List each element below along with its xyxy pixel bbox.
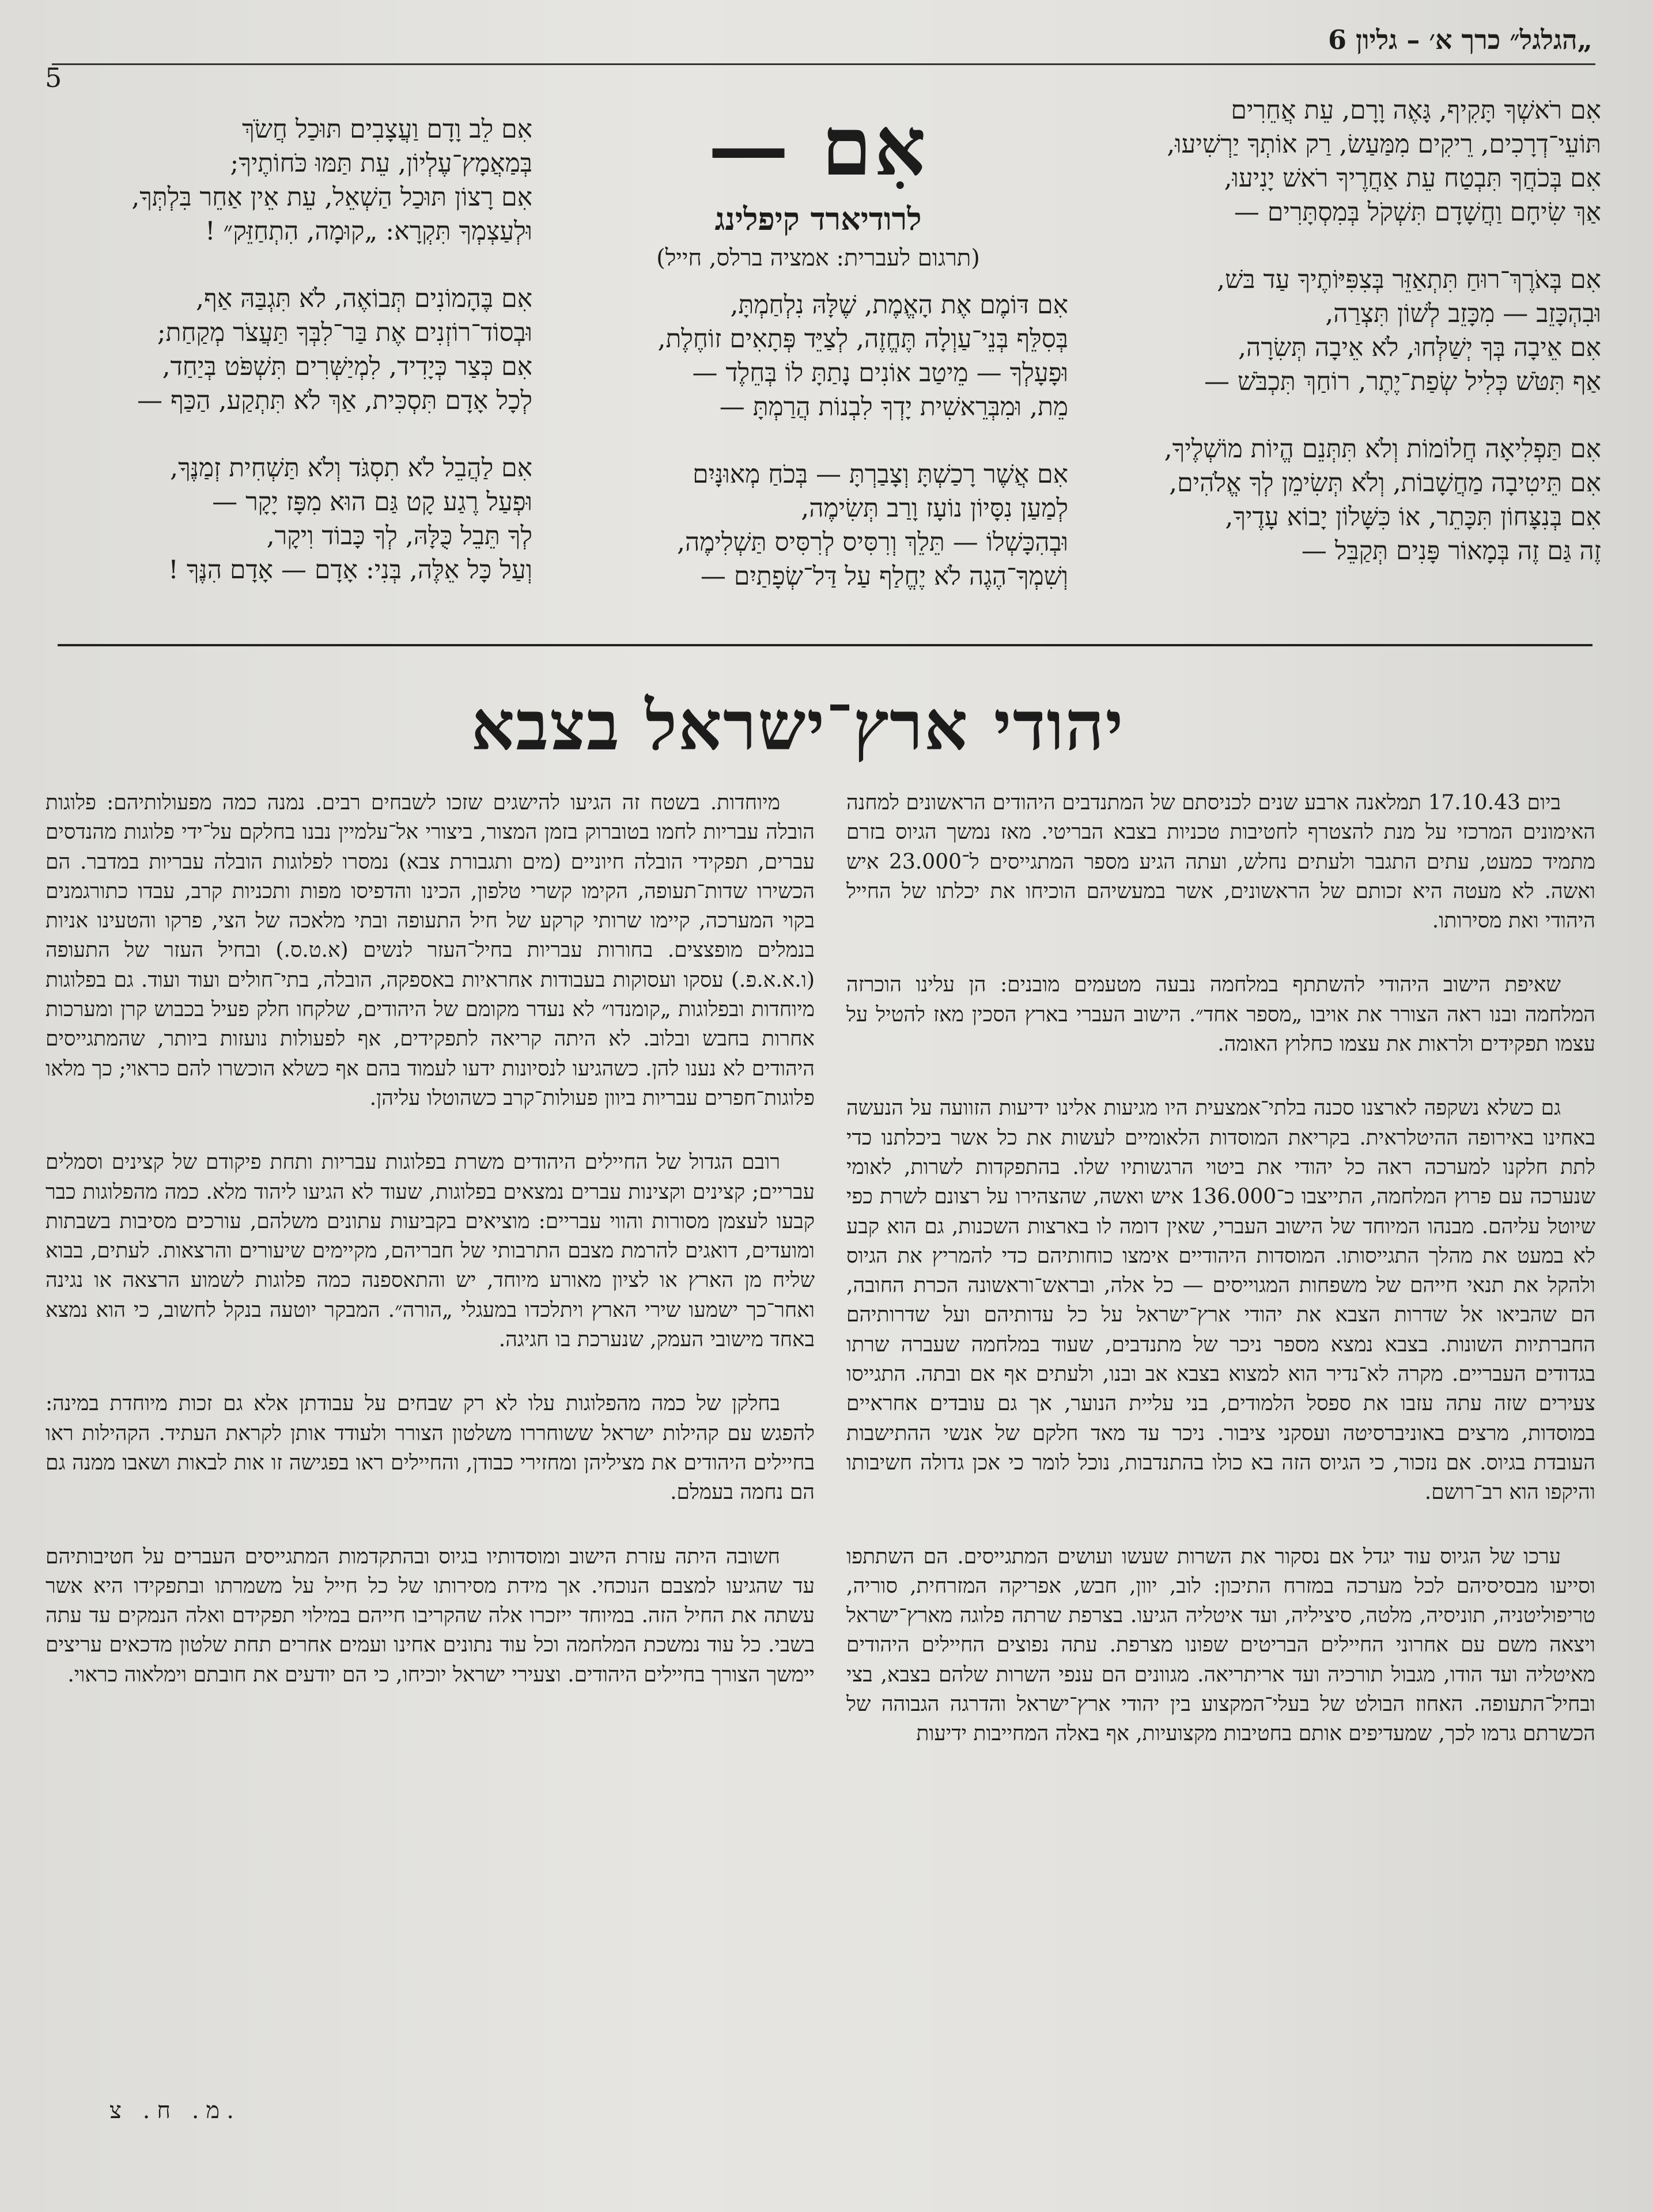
poem-line: אִם כְּצַר כְּיָדִיד, לִמְיַשְּׁרִים תִּשְׁפֹּט בְּיַחַד, (162, 352, 532, 381)
article-paragraph: חשובה היתה עזרת הישוב ומוסדותיו בגיוס ובהתקדמות המתגייסים העברים על חטיבותיהם עד שהגיעו למצבם הנוכחי. אך מידת מסירותו של כל חייל על משמרתו ובתפקידו היא אשר עשתה את החיל הזה. במיוחד ייזכרו אלה שהקריבו חייהם במילוי תפקידם ואלה הנמקים עד עתה בשבי. כל עוד נמשכת המלחמה וכל עוד נתונים אחינו ועמים אחרים תחת שלטון מדכאים עריצים יימשך הצורך בחיילים היהודים. וצעירי ישראל יוכיחו, כי הם יודעים את חובתם וימלאוה כראוי. (46, 1544, 815, 1687)
poem-author: לרודיארד קיפלינג (714, 200, 922, 237)
poem-column-right (1100, 93, 1601, 601)
poem-line: אִם רָצוֹן תּוּכַל הַשְׁאֵל, עֵת אֵין אַחֵר בִּלְתְּךָ, (131, 183, 532, 212)
poem-line: אִם אֲשֶׁר רָכַשְׁתָּ וְצָבַרְתָּ — בְּכֹחַ מְאוּנָּיִם (693, 460, 1068, 489)
poem-stanza (578, 288, 1068, 424)
article-column-right (846, 788, 1595, 1783)
section-divider (58, 644, 1593, 646)
poem-line: מֵת, וּמִבְּרֵאשִׁית יָדְךָ לִבְנוֹת הֲרַמְתָּ — (719, 392, 1068, 422)
poem-line: וְעַל כָּל אֵלֶּה, בְּנִי: אָדָם — אָדָם הִנֶּךָ ! (168, 555, 532, 585)
poem-line: אִם בְּאֹרֶךְ־רוּחַ תִּתְאַזֵּר בְּצִפִּיּוֹתֶיךָ עַד בּשׁ, (1217, 265, 1601, 294)
poem-line: בְּסִלֵּף בְּנֵי־עַוְלָה תֶּחֱזֶה, לְצַיֵּד פְּתָאִים זוֹחֶלֶת, (657, 324, 1068, 354)
poem-line: וּלְעַצְמְךָ תִּקְרָא: „קוּמָה, הִתְחַזֵּק״ ! (205, 217, 532, 246)
article-paragraph: מיוחדות. בשטח זה הגיעו להישגים שזכו לשבחים רבים. נמנה כמה מפעולותיהם: פלוגות הובלה עבריות לחמו בטוברוק בזמן המצור, ביצורי אל־עלמיין נבנו בחלקם על־ידי פלוגות מהנדסים עברים, תפקידי הובלה חיוניים (מים ותגבורת צבא) נמסרו לפלוגות הובלה עבריות במדבר. הם הכשירו שדות־תעופה, הקימו קשרי טלפון, הכינו והדפיסו מפות ותכניות קרב, עבדו כתורגמנים בקוי המערכה, קיימו שרותי קרקע של חיל התעופה ובתי מלאכה של הצי, פרקו והטעינו אניות בנמלים מופצצים. בחורות עבריות בחיל־העזר לנשים (א.ט.ס.) ובחיל העזר של התעופה (ו.א.א.פ.) עסקו ועסוקות בעבודות אחראיות באספקה, הובלה, בתי־חולים ועוד ועוד. גם בפלוגות מיוחדות ובפלוגות „קומנדו״ לא נעדר מקומם של היהודים, שלקחו חלק פעיל בכבוש קרן ומערכות אחרות בחבש ובלוב. לא היתה קריאה לתפקידים, אף לפעולות נועזות ביותר, שהמתגייסים היהודים לא נענו להן. כשהגיעו לנסיונות ידעו לעמוד בהם אף כשלא הוכשרו להם כראוי; כך מלאו פלוגות־חפרים עבריות ביוון פעולות־קרב כשהוטלו עליהן. (46, 791, 815, 1110)
poem-stanza (1100, 263, 1601, 399)
poem-column-left (43, 112, 532, 620)
article-paragraph: ערכו של הגיוס עוד יגדל אם נסקור את השרות שעשו ועושים המתגייסים. הם השתתפו וסייעו מבסיסיהם לכל מערכה במזרח התיכון: לוב, יוון, חבש, אפריקה המזרחית, סוריה, טריפוליטניה, תוניסיה, מלטה, סיציליה, ועד איטליה הגיעו. בצרפת שרתה פלוגה מארץ־ישראל ויצאה משם עם אחרוני החיילים הבריטים שפונו מצרפת. עתה נפוצים החיילים היהודים מאיטליה ועד הודו, מגבול תורכיה ועד אריתריאה. מגוונים הם ענפי השרות שלהם בצבא, בצי ובחיל־התעופה. האחוז הבולט של בעלי־המקצוע בין יהודי ארץ־ישראל והדרגה הגבוהה של הכשרתם גרמו לכך, שמעדיפים אותם בחטיבות מקצועיות, אף באלה המחייבות ידיעות (846, 1544, 1595, 1746)
poem-line: תּוֹעֵי־דְרָכִים, רֵיקִים מִמַּעַשׂ, רַק אוֹתְךָ יַרְשִׁיעוּ, (1167, 130, 1601, 159)
article-paragraph: ביום 17.10.43 תמלאנה ארבע שנים לכניסתם של המתנדבים היהודים הראשונים למחנה האימונים המרכזי על מנת להצטרף לחטיבות טכניות בצבא הבריטי. מאז נמשך הגיוס בזרם מתמיד כמעט, עתים התגבר ולעתים נחלש, ועתה הגיע מספר המתגייסים ל־23.000 איש ואשה. לא מעטה היא זכותם של הראשונים, אשר במעשיהם הוכיחו את יכלתו של החייל היהודי ואת מסירותו. (846, 791, 1595, 933)
article-paragraph: שאיפת הישוב היהודי להשתתף במלחמה נבעה מטעמים מובנים: הן עלינו הוכרזה המלחמה ובנו ראה הצורר את אויבו „מספר אחד״. הישוב העברי בארץ הסכין מאז להטיל על עצמו תפקידים ולראות את עצמו כחלוץ האומה. (846, 973, 1595, 1056)
poem-stanza (43, 112, 532, 248)
poem-line: אַךְ שִׂיחָם וַחֲשָׁדָם תִּשְׁקֹל בְּמִסְתָּרִים — (1234, 198, 1601, 227)
poem-translator: (תרגום לעברית: אמציה ברלס, חייל) (656, 245, 980, 271)
article-title: יהודי ארץ־ישראל בצבא (471, 685, 1125, 766)
poem-line: זֶה גַּם זֶה בְּמָאוֹר פָּנִים תְּקַבֵּל — (1301, 536, 1601, 566)
poem-line: אִם רֹאשְׁךָ תָּקִיף, גָּאֶה וָרָם, עֵת אֲחֵרִים (1231, 96, 1601, 125)
article-column-left (46, 788, 815, 1724)
running-head: „הגלגל״ כרך א׳ – גליון 6 (1328, 24, 1593, 55)
poem-line: וּבְסוֹד־רוֹזְנִים אֶת בַּר־לִבְּךָ תַּעֲצֹר מְקַחַת; (157, 318, 532, 347)
poem-line: אִם דּוֹמֶם אֶת הָאֱמֶת, שֶׁלָּהּ נִלְחַמְתָּ, (730, 290, 1068, 320)
poem-stanza (1100, 432, 1601, 568)
poem-stanza (1100, 93, 1601, 229)
poem-line: אִם בֶּהָמוֹנִים תְּבוֹאֶה, לֹא תִּגְבַּהּ אַף, (196, 284, 532, 313)
poem-line: לְךָ תֵּבֵל כֻּלָּהּ, לְךָ כָּבוֹד וִיקָר, (266, 521, 532, 551)
poem-stanza (43, 282, 532, 418)
poem-column-middle (578, 288, 1068, 627)
poem-line: אַף תִּטֹּשׁ כְּלִיל שְׂפַת־יֶתֶר, רוֹחַךְ תִּכְבֹּשׁ — (1204, 367, 1601, 396)
poem-line: אִם אֵיבָה בְּךָ יְשַׁלְּחוּ, לֹא אֵיבָה תְּשִׂרָה, (1238, 333, 1601, 362)
poem-line: בְּמַאֲמָץ־עֶלְיוֹן, עֵת תַּמּוּ כֹּחוֹתֶיךָ; (230, 149, 532, 178)
poem-line: אִם בְּנִצָּחוֹן תִּכָּתֵר, אוֹ כִּשָּׁלוֹן יָבוֹא עָדֶיךָ, (1225, 502, 1601, 532)
poem-line: וְשִׁמְךָ־הֶגֶה לֹא יֶחֱלַף עַל דַּל־שְׂפָתַיִם — (700, 562, 1068, 591)
header-rule (52, 63, 1595, 65)
article-paragraph: בחלקן של כמה מהפלוגות עלו לא רק שבחים על עבודתן אלא גם זכות מיוחדת במינה: להפגש עם קהילות ישראל ששוחררו משלטון הצורר ולעודד אותן לקראת העתיד. הקהילות ראו בחיילים היהודים את מציליהן ומחזירי כבודן, והחיילים ראו בפגישה זו אות לבאות ושאבו ממנה גם הם נחמה בעמלם. (46, 1392, 815, 1505)
poem-line: וּבְהִכָּשְׁלוֹ — תֵּלֵךְ וְרִסִּיס לְרִסִּיס תַּשְׁלִימֶה, (677, 528, 1068, 557)
poem-line: אִם לַהֲבֵל לֹא תִסְגֹּד וְלֹא תַּשְׁחִית זְמַנֶּךָ, (170, 453, 532, 483)
poem-line: וּפָעָלְךָ — מֵיטַב אוֹנִים נָתַתָּ לוֹ בְּחֵלֶד — (692, 358, 1068, 388)
poem-line: אִם תַּפְלִיאָה חֲלוֹמוֹת וְלֹא תִּתְּנֵם הֱיוֹת מוֹשְׁלֶיךָ, (1164, 434, 1601, 464)
poem-line: וּבִהְכָּזֵב — מִכָּזֵב לְשׁוֹן תִּצְרַה, (1325, 299, 1601, 328)
page-number: 5 (45, 62, 62, 93)
poem-line: וּפְעַל רֶגַע קָט גַּם הוּא מִפָּז יָקָר — (212, 487, 532, 517)
poem-line: אִם תֵּיטִיבָה מַחֲשָׁבוֹת, וְלֹא תְּשִׂימֵן לְךָ אֱלֹהִים, (1169, 468, 1601, 498)
article-paragraph: רובם הגדול של החיילים היהודים משרת בפלוגות עבריות ותחת פיקודם של קצינים וסמלים עבריים; קצינים וקצינות עברים נמצאים בפלוגות, שעוד לא הגיעו ליהוד מלא. כמה מהפלוגות כבר קבעו לעצמן מסורות והווי עבריים: מוציאים בקביעות עתונים משלהם, עורכים מסיבות בשבתות ומועדים, דואגים להרמת מצבם התרבותי של חבריהם, מקיימים שיעורים והרצאות. לעתים, בבוא שליח מן הארץ או לציון מאורע מיוחד, יש והתאספנה כמה פלוגות לשמוע הרצאה או נגינה ואחר־כך ישמעו שירי הארץ ויתלכדו במעגלי „הורה״. המבקר יוטעה בנקל לחשוב, כי הוא נמצא באחד מישובי העמק, שנערכת בו חגיגה. (46, 1150, 815, 1352)
poem-title: אִם — (708, 100, 928, 194)
poem-stanza (43, 451, 532, 587)
poem-line: לְכָל אָדָם תִּסְכִּית, אַךְ לֹא תִּתְקַע, הַכַּף — (137, 386, 532, 415)
poem-line: אִם לֵב וָדָם וַעֲצָבִים תּוּכַל חֲשֹׂךְ (242, 115, 532, 144)
article-paragraph: גם כשלא נשקפה לארצנו סכנה בלתי־אמצעית היו מגיעות אלינו ידיעות הזוועה על הנעשה באחינו באירופה ההיטלראית. בקריאת המוסדות הלאומיים לעשות את כל אשר ביכלתנו כדי לתת חלקנו למערכה ראה כל יהודי את ביטוי הרגשותיו שלו. בהתפקדות לשרות, לאומי שנערכה עם פרוץ המלחמה, התייצבו כ־136.000 איש ואשה, שהצהירו על רצונם לשרת כפי שיוטל עליהם. מבנהו המיוחד של הישוב העברי, שאין דומה לו בארצות השכנות, גם הוא קבע לא במעט את מהלך התגייסותו. המוסדות היהודיים אימצו כוחותיהם כדי להמריץ את הגיוס ולהקל את תנאי חייהם של משפחות המגוייסים — כל אלה, ובראש־וראשונה הכרת החובה, הם שהביאו אל שדרות הצבא את יהודי ארץ־ישראל על כל עדותיהם ועל שדרותיהם החברתיות השונות. בצבא נמצא מספר ניכר של מתנדבים, שעוד במלחמה שעברה שרתו בגדודים העבריים. מקרה לא־נדיר הוא למצוא בצבא אב ובנו, ולעתים אף אם ובתה. התגייסו צעירים שזה עתה עזבו את ספסל הלמודים, בני עליית הנוער, אך גם עובדים אחראיים במוסדות, מרצים באוניברסיטה ועסקני ציבור. ניכר עד מאד חלקם של אנשי ההתישבות העובדת בגיוס. אם נזכור, כי הגיוס הזה בא כולו בהתנדבות, נוכל לומר כי אכן גדולה חשיבותו והיקפו הוא רב־רושם. (846, 1096, 1596, 1505)
poem-line: אִם בְּכֹחֲךָ תִּבְטַח עֵת אַחֲרֶיךָ רֹאשׁ יָנִיעוּ, (1224, 164, 1601, 193)
poem-title-block (651, 98, 985, 274)
poem-line: לְמַעַן נִסָּיוֹן נוֹעָז וָרַב תְּשִׂימֶה, (801, 494, 1068, 523)
poem-stanza (578, 457, 1068, 593)
article-signature: מ. ח. צ. (109, 2097, 241, 2124)
